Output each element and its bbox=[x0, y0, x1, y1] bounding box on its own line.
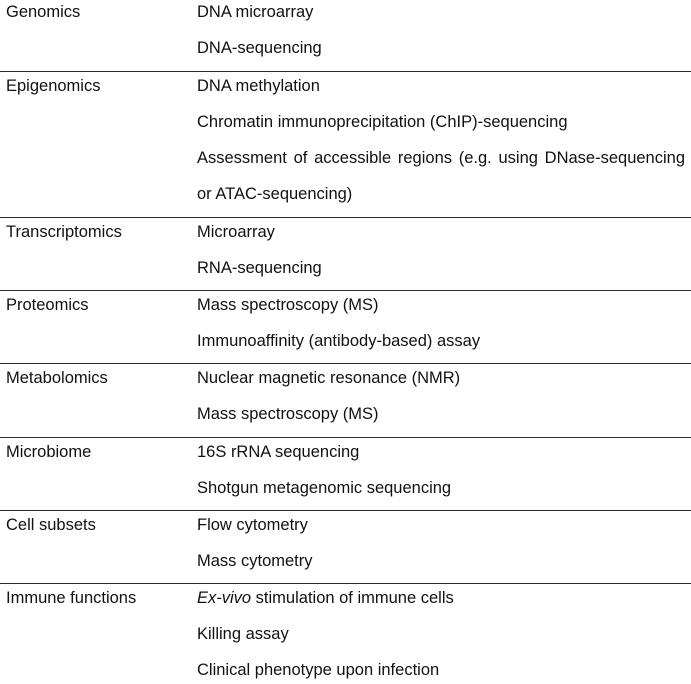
method-item: Clinical phenotype upon infection bbox=[197, 661, 440, 679]
category-cell: Transcriptomics bbox=[6, 223, 122, 241]
method-item-italic: Ex-vivo bbox=[197, 589, 252, 607]
method-item: DNA microarray bbox=[197, 3, 314, 21]
method-item: Nuclear magnetic resonance (NMR) bbox=[197, 369, 461, 387]
category-cell: Epigenomics bbox=[6, 77, 101, 95]
category-cell: Microbiome bbox=[6, 443, 92, 461]
method-item: DNA-sequencing bbox=[197, 39, 322, 57]
method-item: Shotgun metagenomic sequencing bbox=[197, 479, 452, 497]
method-item: 16S rRNA sequencing bbox=[197, 443, 360, 461]
methods-cell bbox=[197, 0, 685, 60]
method-item: DNA methylation bbox=[197, 77, 320, 95]
method-item-rest: stimulation of immune cells bbox=[251, 589, 454, 607]
methods-cell bbox=[197, 586, 685, 682]
category-cell: Cell subsets bbox=[6, 516, 96, 534]
category-cell: Metabolomics bbox=[6, 369, 108, 387]
method-item: Microarray bbox=[197, 223, 275, 241]
table-row-cell-subsets bbox=[0, 510, 691, 570]
table-row-proteomics bbox=[0, 290, 691, 350]
category-cell: Proteomics bbox=[6, 296, 89, 314]
method-item: RNA-sequencing bbox=[197, 259, 322, 277]
table-row-transcriptomics bbox=[0, 217, 691, 277]
table-row-microbiome bbox=[0, 437, 691, 497]
methods-cell bbox=[197, 220, 685, 280]
methods-cell bbox=[197, 293, 685, 353]
method-item: Immunoaffinity (antibody-based) assay bbox=[197, 332, 481, 350]
methods-cell bbox=[197, 513, 685, 573]
methods-cell bbox=[197, 74, 685, 212]
method-item: Chromatin immunoprecipitation (ChIP)-sequencing bbox=[197, 113, 568, 131]
method-item: Killing assay bbox=[197, 625, 289, 643]
table-row-epigenomics bbox=[0, 71, 691, 203]
methods-cell bbox=[197, 366, 685, 426]
method-item: Mass spectroscopy (MS) bbox=[197, 405, 379, 423]
table-row-immune-functions bbox=[0, 583, 691, 679]
category-cell: Immune functions bbox=[6, 589, 137, 607]
method-item bbox=[197, 586, 685, 610]
category-cell: Genomics bbox=[6, 3, 81, 21]
table-row-metabolomics bbox=[0, 363, 691, 423]
method-item: Assessment of accessible regions (e.g. using DNase-sequencing or ATAC-sequencing) bbox=[197, 149, 685, 203]
method-item: Mass spectroscopy (MS) bbox=[197, 296, 379, 314]
method-item: Flow cytometry bbox=[197, 516, 308, 534]
methods-cell bbox=[197, 440, 685, 500]
method-item: Mass cytometry bbox=[197, 552, 313, 570]
